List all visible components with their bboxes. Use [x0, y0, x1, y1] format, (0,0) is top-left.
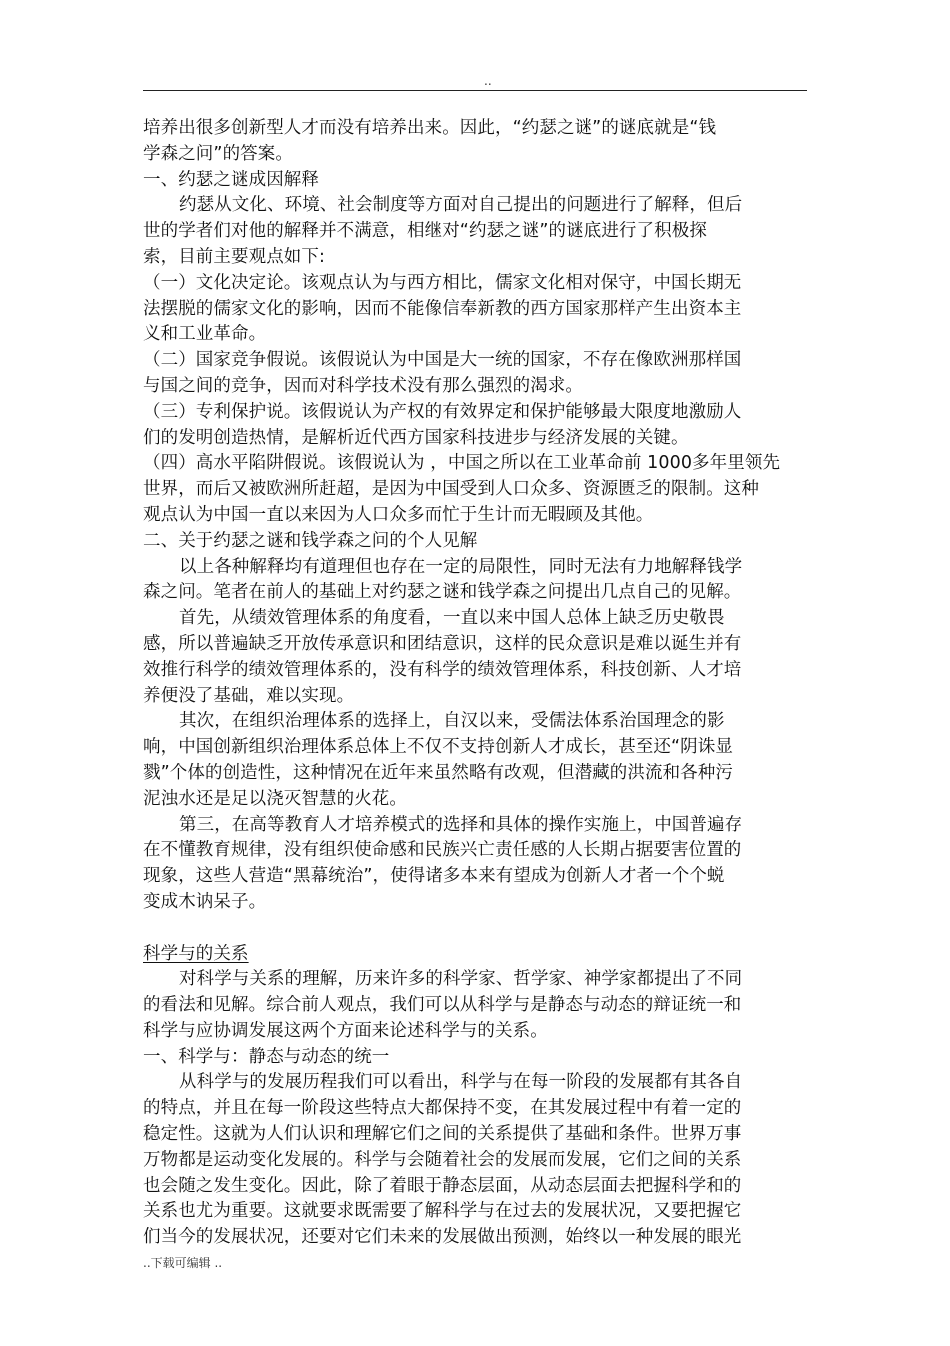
text-line: 科学与应协调发展这两个方面来论述科学与的关系。	[143, 1020, 548, 1041]
text-line: 的特点，并且在每一阶段这些特点大都保持不变，在其发展过程中有着一定的	[143, 1098, 742, 1119]
text-line: 一、科学与：静态与动态的统一	[143, 1046, 390, 1067]
text-line: 现象，这些人营造“黑幕统治”，使得诸多本来有望成为创新人才者一个个蜕	[143, 866, 725, 887]
text-line: 感，所以普遍缺乏开放传承意识和团结意识，这样的民众意识是难以诞生并有	[143, 633, 742, 654]
text-line: 与国之间的竞争，因而对科学技术没有那么强烈的渴求。	[143, 375, 583, 396]
text-line: 第三，在高等教育人才培养模式的选择和具体的操作实施上，中国普遍存	[179, 814, 743, 835]
text-line: （四）高水平陷阱假说。该假说认为 ，中国之所以在工业革命前 1000多年里领先	[143, 453, 781, 474]
text-line: （一）文化决定论。该观点认为与西方相比，儒家文化相对保守，中国长期无	[143, 272, 742, 293]
text-line: 稳定性。这就为人们认识和理解它们之间的关系提供了基础和条件。世界万事	[143, 1124, 742, 1145]
header-divider	[143, 90, 807, 91]
text-line: 从科学与的发展历程我们可以看出，科学与在每一阶段的发展都有其各自	[179, 1072, 743, 1093]
text-line: （三）专利保护说。该假说认为产权的有效界定和保护能够最大限度地激励人	[143, 401, 742, 422]
text-line: 对科学与关系的理解，历来许多的科学家、哲学家、神学家都提出了不同	[179, 969, 743, 990]
text-line: 世的学者们对他的解释并不满意，相继对“约瑟之谜”的谜底进行了积极探	[143, 221, 707, 242]
text-line: 在不懂教育规律，没有组织使命感和民族兴亡责任感的人长期占据要害位置的	[143, 840, 742, 861]
text-line: 泥浊水还是足以浇灭智慧的火花。	[143, 788, 407, 809]
text-line: 效推行科学的绩效管理体系的，没有科学的绩效管理体系，科技创新、人才培	[143, 659, 742, 680]
text-line: 戮”个体的创造性，这种情况在近年来虽然略有改观，但潜藏的洪流和各种污	[143, 762, 733, 783]
text-line: 义和工业革命。	[143, 324, 267, 345]
text-line: 法摆脱的儒家文化的影响，因而不能像信奉新教的西方国家那样产生出资本主	[143, 298, 742, 319]
text-line: 响，中国创新组织治理体系总体上不仅不支持创新人才成长，甚至还“阴诛显	[143, 737, 733, 758]
section-heading: 科学与的关系	[143, 943, 249, 964]
text-line: 首先，从绩效管理体系的角度看，一直以来中国人总体上缺乏历史敬畏	[179, 608, 725, 629]
document-body	[143, 116, 807, 1251]
text-line: 也会随之发生变化。因此，除了着眼于静态层面，从动态层面去把握科学和的	[143, 1175, 742, 1196]
text-line: 世界，而后又被欧洲所赶超，是因为中国受到人口众多、资源匮乏的限制。这种	[143, 479, 759, 500]
text-line: 养便没了基础，难以实现。	[143, 685, 355, 706]
text-line: 万物都是运动变化发展的。科学与会随着社会的发展而发展，它们之间的关系	[143, 1149, 742, 1170]
text-line: 变成木讷呆子。	[143, 891, 267, 912]
footer-text: ..下载可编辑 ..	[143, 1256, 223, 1270]
header-mark: ..	[484, 74, 492, 88]
text-line: 其次，在组织治理体系的选择上，自汉以来，受儒法体系治国理念的影	[179, 711, 725, 732]
text-line: 学森之问”的答案。	[143, 143, 293, 164]
text-line: 一、约瑟之谜成因解释	[143, 169, 319, 190]
text-line: 以上各种解释均有道理但也存在一定的局限性，同时无法有力地解释钱学	[179, 556, 743, 577]
text-line: 关系也尤为重要。这就要求既需要了解科学与在过去的发展状况，又要把握它	[143, 1201, 742, 1222]
text-line: 观点认为中国一直以来因为人口众多而忙于生计而无暇顾及其他。	[143, 504, 654, 525]
text-line: 培养出很多创新型人才而没有培养出来。因此，“约瑟之谜”的谜底就是“钱	[143, 118, 717, 138]
text-line: 的看法和见解。综合前人观点，我们可以从科学与是静态与动态的辩证统一和	[143, 995, 742, 1016]
text-line: 约瑟从文化、环境、社会制度等方面对自己提出的问题进行了解释，但后	[179, 195, 743, 216]
text-line	[143, 916, 807, 942]
text-line: 索，目前主要观点如下:	[143, 246, 325, 267]
text-line: 们的发明创造热情，是解析近代西方国家科技进步与经济发展的关键。	[143, 427, 689, 448]
text-line: 二、关于约瑟之谜和钱学森之问的个人见解	[143, 530, 478, 551]
text-line: 们当今的发展状况，还要对它们未来的发展做出预测，始终以一种发展的眼光	[143, 1227, 742, 1248]
text-line: （二）国家竞争假说。该假说认为中国是大一统的国家，不存在像欧洲那样国	[143, 350, 742, 371]
text-line: 森之问。笔者在前人的基础上对约瑟之谜和钱学森之问提出几点自己的见解。	[143, 582, 742, 603]
